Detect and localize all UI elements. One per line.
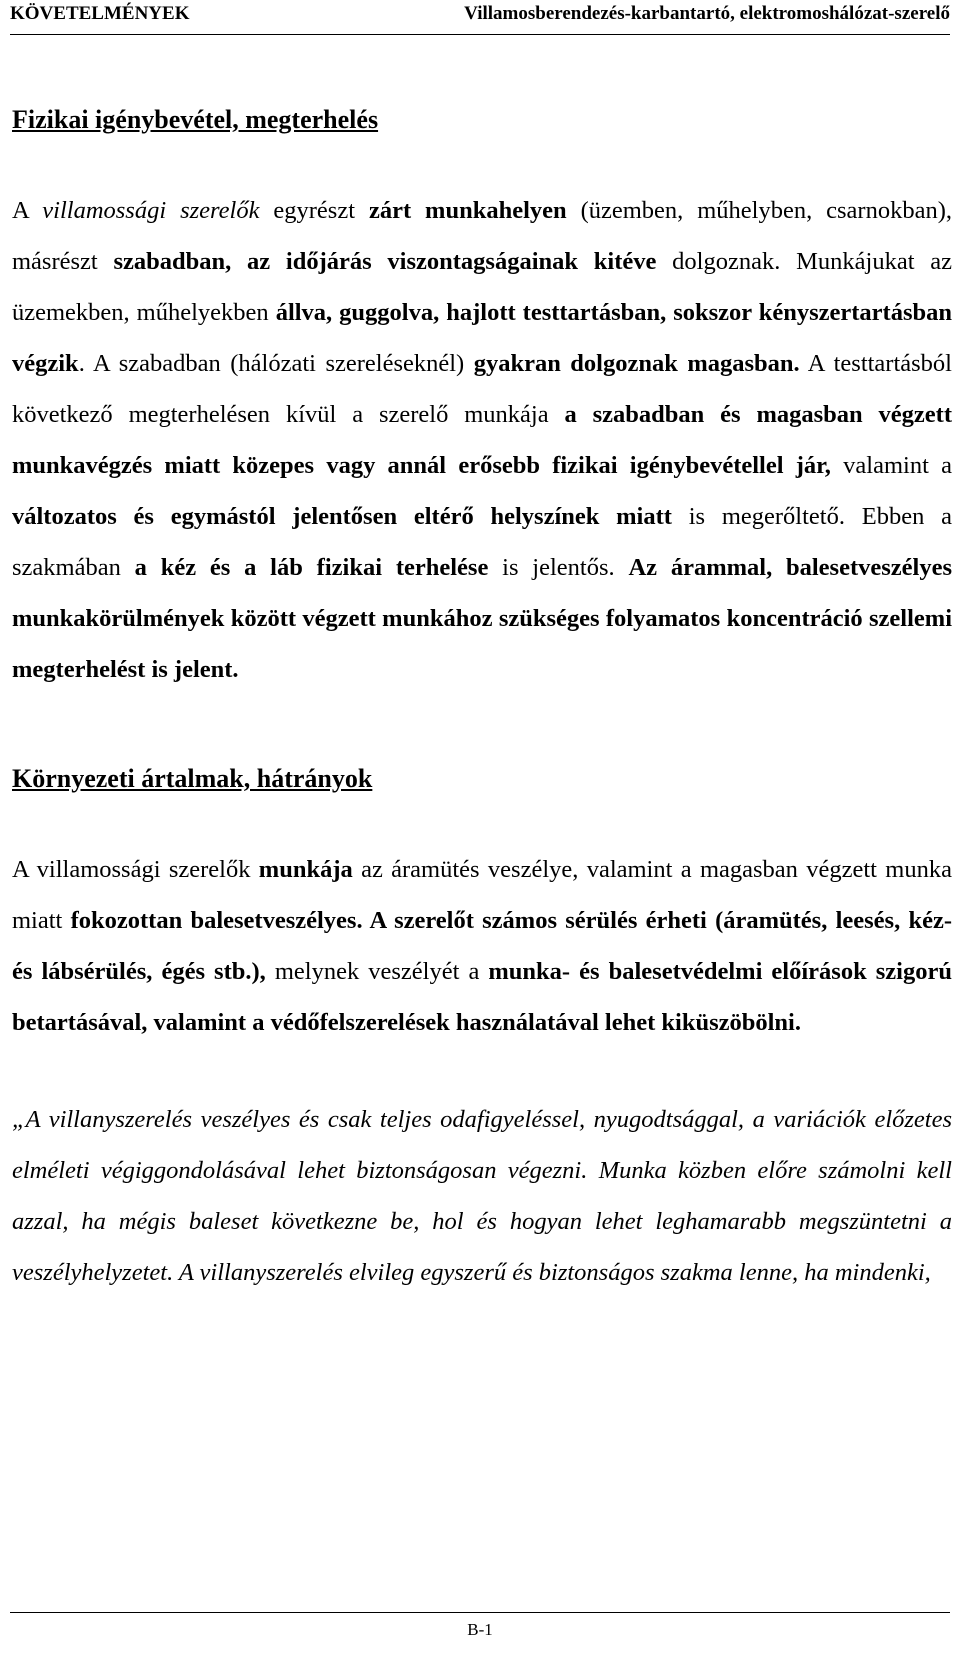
header-right: Villamosberendezés-karbantartó, elektromoshálózat-szerelő [464,3,950,24]
text-run: munkája [258,856,353,883]
text-run: villamossági szerelők [42,197,260,224]
section-title-environment: Környezeti ártalmak, hátrányok [12,764,373,793]
text-run: is megerőltető. Ebben a szakmában [12,503,952,581]
text-run: zárt munkahelyen [368,197,567,224]
text-run: dolgoznak. Munkájukat az üzemekben, műhelyekben [12,248,953,326]
text-run: állva, guggolva, hajlott testtartásban, sokszor kényszertartásban végzik [12,299,953,377]
text-run: (üzemben, műhelyben, csarnokban), másrészt [12,197,952,275]
text-run: a szabadban és magasban végzett munkavégzés miatt közepes vagy annál erősebb fizikai igénybevétellel jár, [12,401,952,479]
paragraph-physical [12,185,952,695]
quote-paragraph: „A villanyszerelés veszélyes és csak teljes odafigyeléssel, nyugodtsággal, a variációk előzetes elméleti végiggondolásával lehet biztonságosan végezni. Munka közben előre számolni kell azzal, ha mégis baleset következne be, hol és hogyan lehet leghamarabb megszüntetni a veszélyhelyzetet. A villanyszerelés elvileg egyszerű és biztonságos szakma lenne, ha mindenki, [12,1106,952,1286]
document-body [12,100,952,1298]
header-left: KÖVETELMÉNYEK [10,3,190,24]
page-number: B-1 [467,1620,493,1639]
text-run: fokozottan balesetveszélyes. A szerelőt számos sérülés érheti (áramütés, leesés, kéz- és lábsérülés, égés stb.), [12,907,952,985]
text-run: az áramütés veszélye, valamint a magasban végzett munka miatt [12,856,952,934]
footer-rule [10,1612,950,1613]
paragraph-environment [12,844,952,1048]
text-run: változatos és egymástól jelentősen eltérő helyszínek miatt [12,503,672,530]
text-run: a kéz és a láb fizikai terhelése [134,554,489,581]
text-run: is jelentős. [488,554,629,581]
text-run: valamint a [830,452,952,479]
text-run: A [12,197,43,224]
text-run: gyakran dolgoznak magasban. [473,350,800,377]
section-title-physical: Fizikai igénybevétel, megterhelés [12,105,379,134]
text-run: A testtartásból következő megterhelésen kívül a szerelő munkája [12,350,952,428]
text-run: melynek veszélyét a [265,958,489,985]
text-run: szabadban, az időjárás viszontagságainak kitéve [113,248,657,275]
text-run: egyrészt [259,197,369,224]
text-run: Az árammal, balesetveszélyes munkakörülmények között végzett munkához szükséges folyamatos koncentráció szellemi megterhelést is jelent. [12,554,952,683]
text-run: A villamossági szerelők [12,856,259,883]
page-header [10,0,950,35]
text-run: . A szabadban (hálózati szereléseknél) [78,350,474,377]
text-run: munka- és balesetvédelmi előírások szigorú betartásával, valamint a védőfelszerelések használatával lehet kiküszöbölni. [12,958,952,1036]
